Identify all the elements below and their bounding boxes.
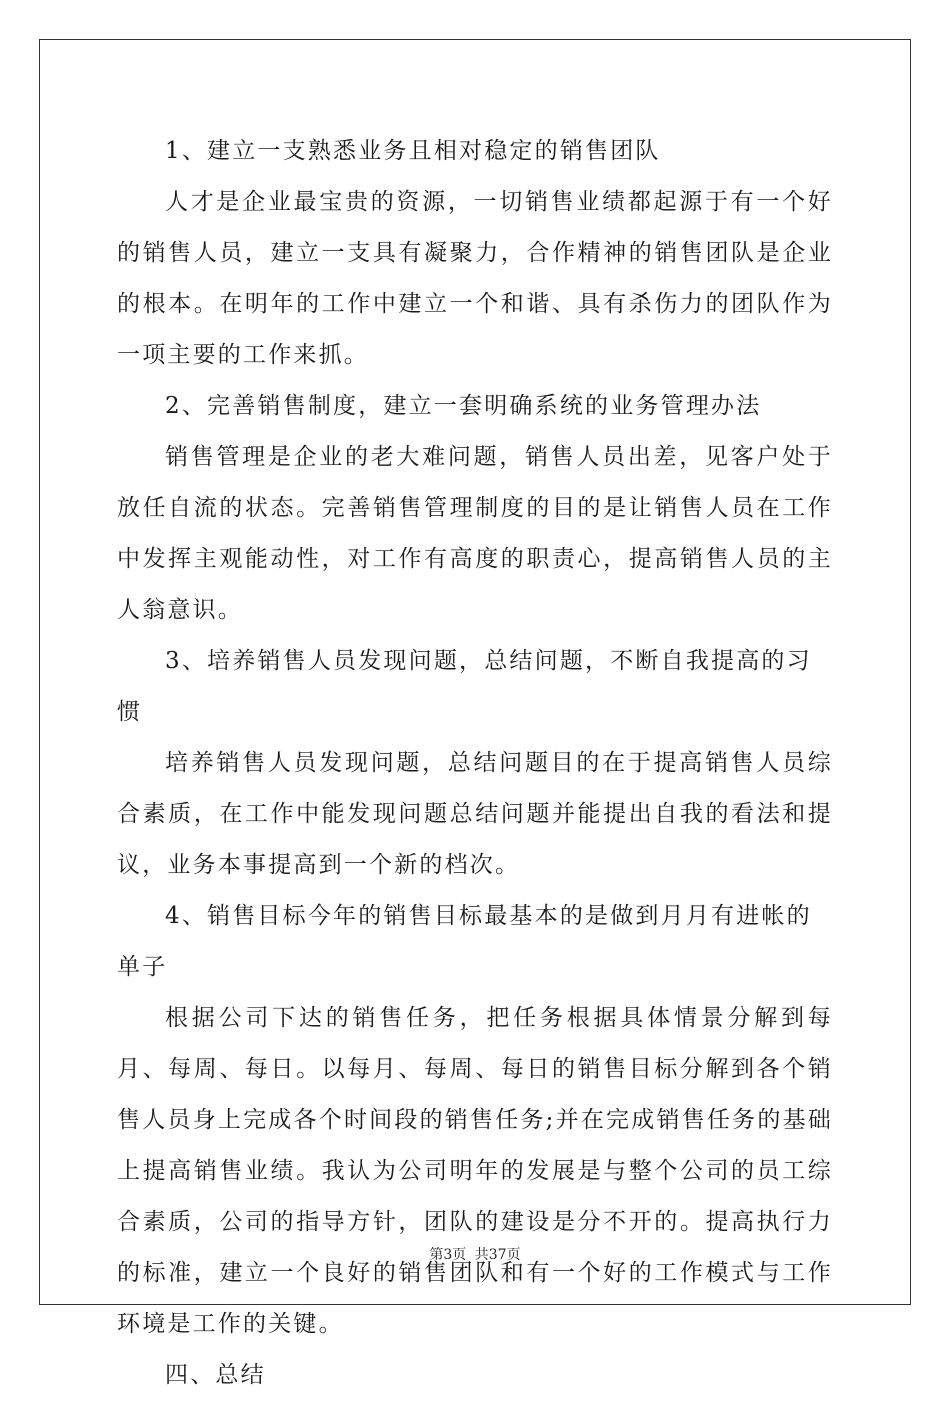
paragraph-4: 根据公司下达的销售任务，把任务根据具体情景分解到每月、每周、每日。以每月、每周、每日的销售目标分解到各个销售人员身上完成各个时间段的销售任务;并在完成销售任务的基础上提高销售业绩。我认为公司明年的发展是与整个公司的员工综合素质，公司的指导方针，团队的建设是分不开的。提高执行力的标准，建立一个良好的销售团队和有一个好的工作模式与工作环境是工作的关键。 <box>117 1005 833 1337</box>
section-heading-1: 1、建立一支熟悉业务且相对稳定的销售团队 <box>165 138 661 164</box>
page-total: 共37页 <box>474 1247 521 1263</box>
paragraph-1: 人才是企业最宝贵的资源，一切销售业绩都起源于有一个好的销售人员，建立一支具有凝聚力，合作精神的销售团队是企业的根本。在明年的工作中建立一个和谐、具有杀伤力的团队作为一项主要的工作来抓。 <box>117 189 833 368</box>
paragraph-2: 销售管理是企业的老大难问题，销售人员出差，见客户处于放任自流的状态。完善销售管理制度的目的是让销售人员在工作中发挥主观能动性，对工作有高度的职责心，提高销售人员的主人翁意识。 <box>117 444 833 623</box>
section-heading-summary: 四、总结 <box>165 1362 266 1388</box>
section-heading-3: 3、培养销售人员发现问题，总结问题，不断自我提高的习惯 <box>117 648 812 725</box>
paragraph-3: 培养销售人员发现问题，总结问题目的在于提高销售人员综合素质，在工作中能发现问题总结问题并能提出自我的看法和提议，业务本事提高到一个新的档次。 <box>117 750 833 878</box>
page-number: 第3页 <box>429 1247 467 1263</box>
page-footer <box>0 1244 950 1264</box>
document-body <box>117 126 833 1401</box>
section-heading-4: 4、销售目标今年的销售目标最基本的是做到月月有进帐的单子 <box>117 903 812 980</box>
section-heading-2: 2、完善销售制度，建立一套明确系统的业务管理办法 <box>165 393 762 419</box>
